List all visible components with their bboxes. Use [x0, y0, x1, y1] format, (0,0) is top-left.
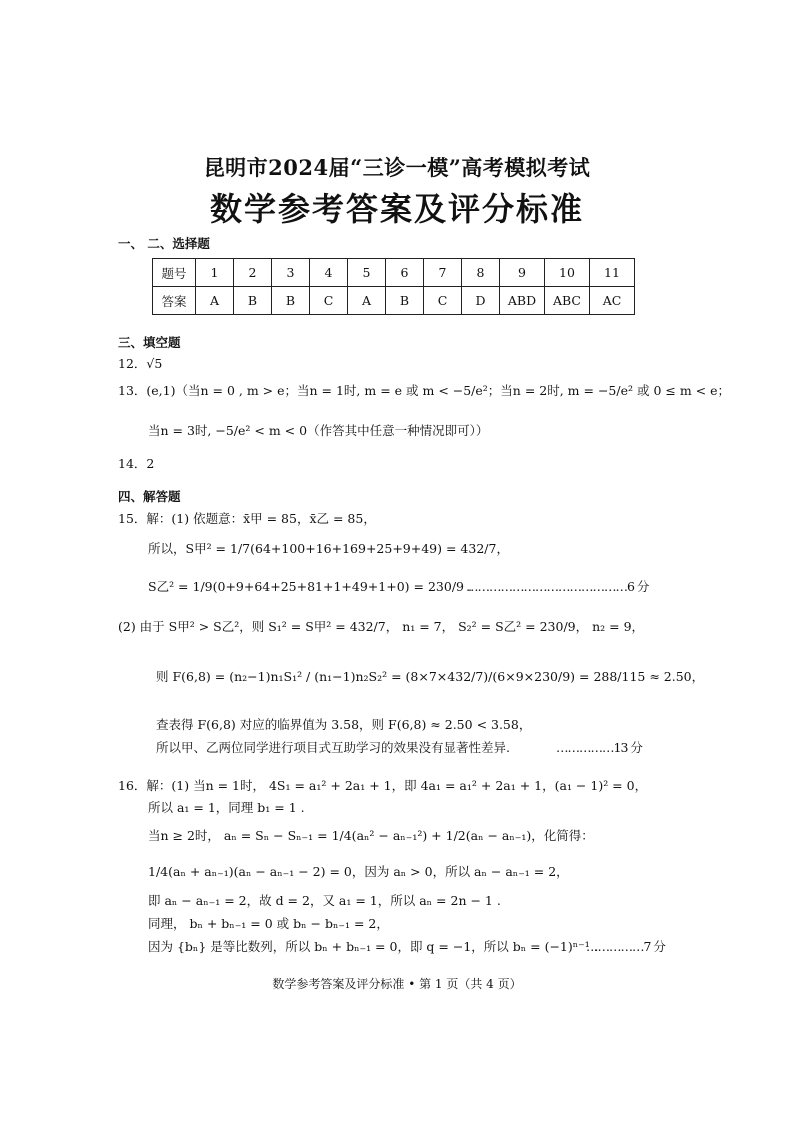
- table-cell: 3: [272, 259, 310, 287]
- table-cell: 4: [310, 259, 348, 287]
- q15-line3: S乙² = 1/9(0+9+64+25+81+1+49+1+0) = 230/9 .: [148, 579, 472, 594]
- table-cell: 9: [500, 259, 545, 287]
- page-title: 数学参考答案及评分标准: [209, 190, 584, 228]
- table-cell: 7: [424, 259, 462, 287]
- q16-line2: 所以 a₁ = 1，同理 b₁ = 1 .: [148, 800, 305, 815]
- table-cell: B: [272, 287, 310, 315]
- table-cell: 11: [590, 259, 635, 287]
- q16-line4: 1/4(aₙ + aₙ₋₁)(aₙ − aₙ₋₁ − 2) = 0，因为 aₙ > 0，所以 aₙ − aₙ₋₁ = 2，: [148, 864, 569, 879]
- q15-line4: (2) 由于 S甲² > S乙²，则 S₁² = S甲² = 432/7， n₁ = 7， S₂² = S乙² = 230/9， n₂ = 9，: [118, 619, 645, 634]
- answer-q13-line2: 当n = 3时, −5/e² < m < 0（作答其中任意一种情况即可））: [148, 423, 489, 438]
- q15-score-6: ……………………………………6 分: [466, 579, 649, 594]
- table-row-label: 题号: [153, 259, 196, 287]
- q15-score-13: ……………13 分: [556, 740, 642, 755]
- page-footer: 数学参考答案及评分标准 • 第 1 页（共 4 页）: [272, 977, 522, 991]
- answer-q13-line1: 13．(e,1)（当n = 0 , m > e；当n = 1时, m = e 或 m < −5/e²；当n = 2时, m = −5/e² 或 0 ≤ m < e；: [118, 383, 730, 398]
- table-row-numbers: [153, 259, 635, 287]
- section-heading-solutions: 四、解答题: [118, 489, 181, 504]
- table-cell: C: [310, 287, 348, 315]
- q16-line1: 16．解：(1) 当n = 1时， 4S₁ = a₁² + 2a₁ + 1，即 4a₁ = a₁² + 2a₁ + 1，(a₁ − 1)² = 0，: [118, 778, 648, 793]
- table-row-label: 答案: [153, 287, 196, 315]
- table-cell: 1: [196, 259, 234, 287]
- q16-line3: 当n ≥ 2时， aₙ = Sₙ − Sₙ₋₁ = 1/4(aₙ² − aₙ₋₁²) + 1/2(aₙ − aₙ₋₁)，化简得：: [148, 828, 594, 843]
- q15-line1: 15．解：(1) 依题意：x̄甲 = 85，x̄乙 = 85，: [118, 511, 376, 526]
- table-cell: B: [386, 287, 424, 315]
- table-cell: 6: [386, 259, 424, 287]
- table-cell: A: [196, 287, 234, 315]
- section-heading-fill: 三、填空题: [118, 335, 181, 350]
- q15-line2: 所以，S甲² = 1/7(64+100+16+169+25+9+49) = 432/7，: [148, 541, 509, 556]
- table-cell: C: [424, 287, 462, 315]
- q16-line6: 同理， bₙ + bₙ₋₁ = 0 或 bₙ − bₙ₋₁ = 2，: [148, 916, 389, 931]
- answer-q12: 12．√5: [118, 356, 163, 371]
- table-cell: ABC: [545, 287, 590, 315]
- table-cell: AC: [590, 287, 635, 315]
- table-cell: 5: [348, 259, 386, 287]
- q15-line6: 查表得 F(6,8) 对应的临界值为 3.58，则 F(6,8) ≈ 2.50 < 3.58，: [156, 717, 532, 732]
- answer-table: [152, 258, 635, 315]
- table-cell: 8: [462, 259, 500, 287]
- table-cell: 2: [234, 259, 272, 287]
- q16-line5: 即 aₙ − aₙ₋₁ = 2，故 d = 2，又 a₁ = 1，所以 aₙ = 2n − 1 .: [148, 893, 501, 908]
- q16-line7: 因为 {bₙ} 是等比数列，所以 bₙ + bₙ₋₁ = 0，即 q = −1，所以 bₙ = (−1)ⁿ⁻¹ .: [148, 939, 598, 954]
- section-heading-choice: 一、 二、选择题: [118, 236, 210, 251]
- table-cell: 10: [545, 259, 590, 287]
- answer-q14: 14．2: [118, 456, 155, 471]
- table-row-answers: [153, 287, 635, 315]
- table-cell: ABD: [500, 287, 545, 315]
- q15-line5: 则 F(6,8) = (n₂−1)n₁S₁² / (n₁−1)n₂S₂² = (8×7×432/7)/(6×9×230/9) = 288/115 ≈ 2.50，: [156, 669, 705, 684]
- table-cell: D: [462, 287, 500, 315]
- q15-line7: 所以甲、乙两位同学进行项目式互助学习的效果没有显著性差异.: [156, 740, 510, 755]
- table-cell: B: [234, 287, 272, 315]
- table-cell: A: [348, 287, 386, 315]
- q16-score-7: ……………7 分: [586, 939, 665, 954]
- exam-title: 昆明市2024届“三诊一模”高考模拟考试: [203, 155, 591, 180]
